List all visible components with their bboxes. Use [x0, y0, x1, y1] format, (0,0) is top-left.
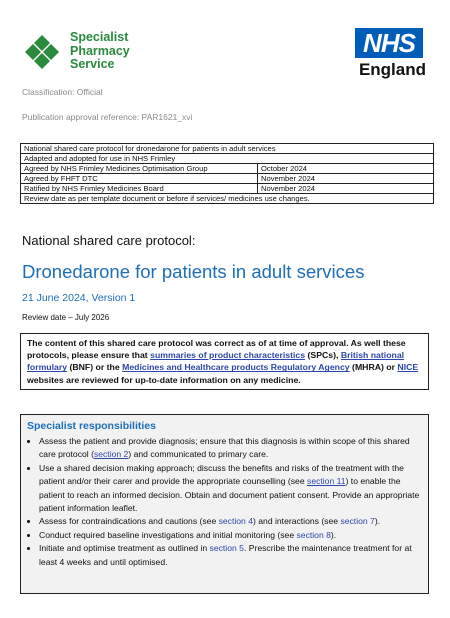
- list-text: Use a shared decision making approach; discuss the benefits and risks of the treatment with the patient and/or their carer and provide the appropriate counselling (see: [39, 462, 404, 487]
- list-item: [39, 515, 422, 528]
- sps-logo-icon: [22, 32, 62, 72]
- notice-text: websites are reviewed for up-to-date information on any medicine.: [27, 374, 301, 385]
- nice-link[interactable]: NICE: [397, 362, 419, 373]
- responsibilities-list: [27, 435, 422, 569]
- list-text: ).: [374, 516, 381, 527]
- table-row: [21, 144, 434, 154]
- list-text: Conduct required baseline investigations and initial monitoring (see: [39, 529, 297, 540]
- notice-text: (SPCs),: [305, 350, 341, 361]
- sps-line-3: Service: [70, 57, 115, 71]
- notice-text: The content of this shared care protocol was correct as of at time of approval. As well these protocols, please ensure that: [27, 338, 406, 361]
- table-cell: Ratified by NHS Frimley Medicines Board: [21, 184, 258, 194]
- section-2-link[interactable]: section 2: [93, 449, 129, 460]
- table-cell: November 2024: [258, 174, 434, 184]
- spc-link[interactable]: summaries of product characteristics: [150, 350, 306, 361]
- section-8-link[interactable]: section 8: [296, 529, 331, 540]
- table-row: [21, 174, 434, 184]
- list-item: [39, 529, 422, 542]
- table-cell: National shared care protocol for dronedarone for patients in adult services: [21, 144, 434, 154]
- table-cell: Agreed by FHFT DTC: [21, 174, 258, 184]
- list-item: [39, 462, 422, 516]
- list-text: Initiate and optimise treatment as outlined in: [39, 543, 210, 554]
- notice-text: (BNF) or the: [67, 362, 123, 373]
- table-row: [21, 154, 434, 164]
- table-row: [21, 184, 434, 194]
- bnf-link[interactable]: British national formulary: [27, 350, 405, 373]
- approval-notice: [20, 333, 429, 390]
- sps-line-2: Pharmacy: [70, 43, 130, 58]
- document-subtitle: National shared care protocol:: [22, 233, 196, 248]
- document-date-version: 21 June 2024, Version 1: [22, 292, 136, 304]
- table-row: [21, 194, 434, 204]
- list-text: ) and interactions (see: [253, 516, 341, 527]
- table-cell: Review date as per template document or before if services/ medicines use changes.: [21, 194, 434, 204]
- list-item: [39, 542, 422, 569]
- nhs-logo: NHS: [355, 28, 423, 58]
- classification-label: Classification: Official: [22, 87, 103, 97]
- list-item: [39, 435, 422, 462]
- section-4-link[interactable]: section 4: [218, 516, 254, 527]
- mhra-link[interactable]: Medicines and Healthcare products Regulatory Agency: [122, 362, 350, 373]
- table-cell: Agreed by NHS Frimley Medicines Optimisation Group: [21, 164, 258, 174]
- sps-line-1: Specialist: [70, 30, 129, 44]
- section-11-link[interactable]: section 11: [307, 476, 346, 487]
- list-text: ) to enable the patient to reach an informed decision. Obtain and document patient consent. Provide an appropriate patient information leaflet.: [39, 476, 420, 514]
- table-cell: November 2024: [258, 184, 434, 194]
- list-text: Assess the patient and provide diagnosis; ensure that this diagnosis is within scope of this shared care protocol (: [39, 436, 410, 460]
- list-text: ) and communicated to primary care.: [128, 449, 269, 460]
- review-date: Review date – July 2026: [22, 313, 110, 322]
- nhs-region-label: England: [358, 60, 426, 79]
- section-7-link[interactable]: section 7: [340, 516, 375, 527]
- publication-reference: Publication approval reference: PAR1621_xvi: [22, 112, 193, 122]
- section-5-link[interactable]: section 5: [209, 543, 244, 554]
- sps-wordmark: [70, 31, 130, 72]
- responsibilities-heading: Specialist responsibilities: [27, 420, 156, 432]
- specialist-responsibilities-panel: [20, 414, 429, 594]
- notice-text: (MHRA) or: [349, 362, 398, 373]
- list-text: ).: [330, 529, 337, 540]
- list-text: . Prescribe the maintenance treatment for at least 4 weeks and until optimised.: [39, 543, 412, 567]
- table-cell: October 2024: [258, 164, 434, 174]
- table-cell: Adapted and adopted for use in NHS Frimley: [21, 154, 434, 164]
- table-row: [21, 164, 434, 174]
- list-text: Assess for contraindications and cautions (see: [39, 516, 219, 527]
- document-title: Dronedarone for patients in adult services: [22, 261, 365, 282]
- document-control-table: [20, 143, 434, 204]
